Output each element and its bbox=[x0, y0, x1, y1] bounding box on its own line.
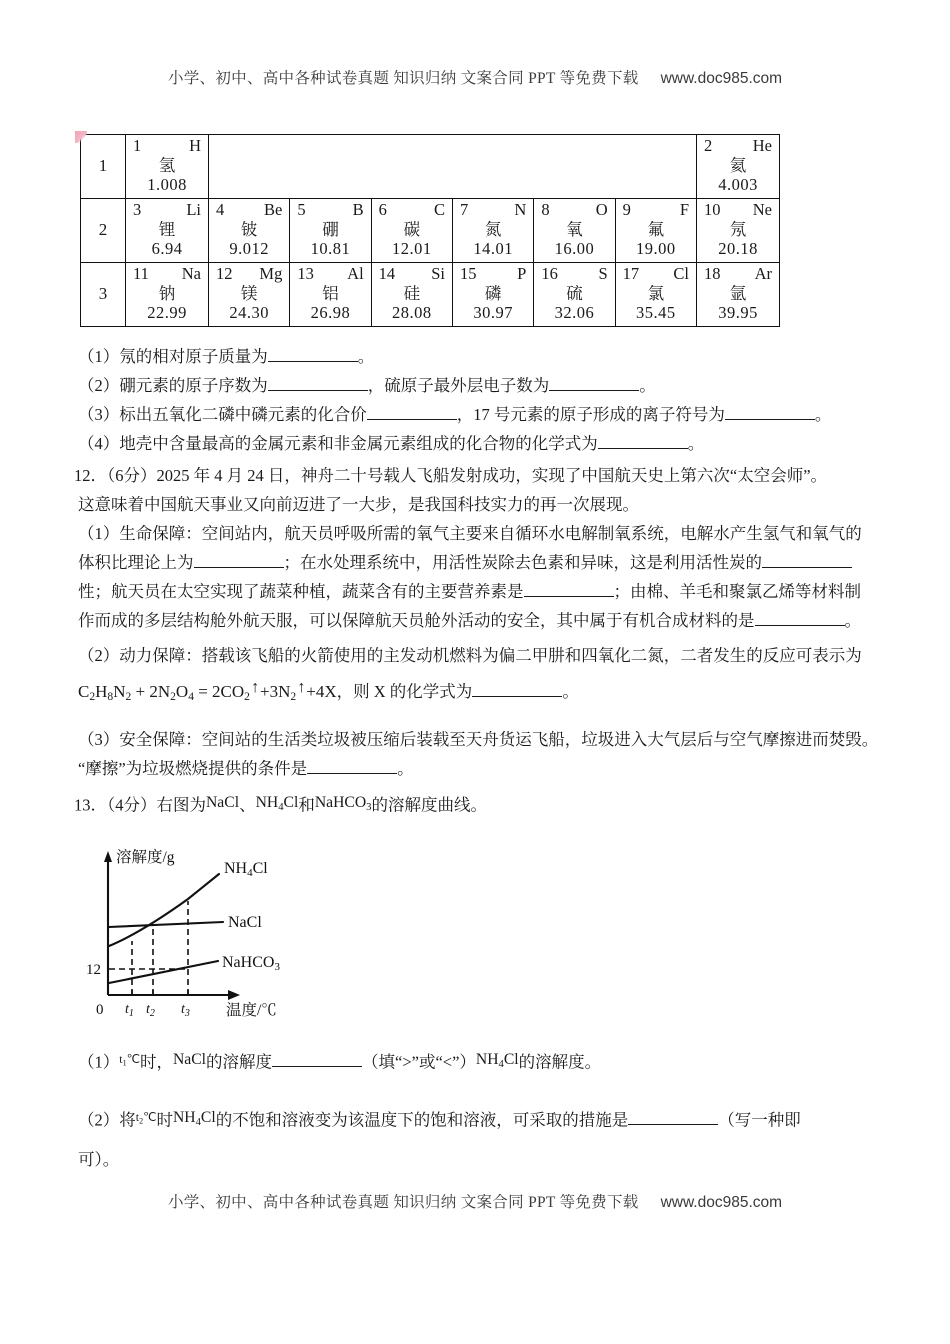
element-symbol: Mg bbox=[259, 264, 283, 284]
element-mass: 16.00 bbox=[554, 239, 595, 259]
element-cell-Al bbox=[290, 263, 371, 327]
element-name-cn: 铍 bbox=[240, 219, 258, 239]
q13-2-text-b: 时 bbox=[156, 1110, 173, 1130]
element-cell-Mg bbox=[209, 263, 290, 327]
element-mass: 24.30 bbox=[229, 303, 269, 323]
q12-p1-text-c: ；在水处理系统中，用活性炭除去色素和异味，这是利用活性炭的 bbox=[283, 553, 762, 572]
curve-label-nacl: NaCl bbox=[228, 914, 262, 931]
header-watermark bbox=[0, 66, 950, 88]
period-number: 1 bbox=[81, 135, 126, 199]
x-tick-label-t3: $t_3$ bbox=[181, 1002, 190, 1019]
q11-2-text-b: ，硫原子最外层电子数为 bbox=[367, 376, 550, 395]
watermark-url: www.doc985.com bbox=[660, 70, 783, 87]
element-symbol: Si bbox=[431, 264, 445, 284]
q13-item-1 bbox=[78, 1052, 601, 1071]
q13-stem bbox=[74, 795, 487, 814]
q13-1-text-c: 的溶解度 bbox=[206, 1052, 272, 1072]
q12-p1-text-f: 作而成的多层结构舱外航天服，可以保障航天员舱外活动的安全，其中属于有机合成材料的是 bbox=[78, 611, 755, 630]
element-symbol: P bbox=[517, 264, 527, 284]
q12-part3-line2 bbox=[78, 761, 414, 778]
curve-nh4cl bbox=[109, 874, 219, 946]
element-cell-N bbox=[452, 199, 533, 263]
q12-p2-text-c: 。 bbox=[562, 682, 579, 701]
element-cell-Be bbox=[209, 199, 290, 263]
q13-item-2-cont: 可）。 bbox=[78, 1150, 120, 1169]
element-number: 14 bbox=[378, 264, 396, 284]
q13-1-text-b: 时， bbox=[139, 1052, 173, 1072]
x-tick-label-t1: $t_1$ bbox=[125, 1002, 134, 1019]
element-mass: 20.18 bbox=[718, 239, 758, 259]
temperature-t1: t1℃ bbox=[119, 1051, 140, 1067]
element-number: 13 bbox=[297, 264, 314, 284]
element-symbol: S bbox=[598, 264, 608, 284]
x-axis-label: 温度/℃ bbox=[226, 1002, 277, 1019]
element-symbol: F bbox=[679, 200, 689, 220]
answer-blank[interactable] bbox=[549, 390, 639, 391]
q12-stem-line1: 12．（6分）2025 年 4 月 24 日，神舟二十号载人飞船发射成功，实现了中国航天史上第六次“太空会师”。 bbox=[74, 466, 828, 485]
periodic-table-body bbox=[81, 135, 780, 327]
q12-part2-line1: （2）动力保障：搭载该飞船的火箭使用的主发动机燃料为偏二甲肼和四氧化二氮，二者发生的反应可表示为 bbox=[78, 646, 862, 665]
period-number: 3 bbox=[81, 263, 126, 327]
element-symbol: He bbox=[752, 136, 772, 156]
q11-4-text-a: （4）地壳中含量最高的金属元素和非金属元素组成的化合物的化学式为 bbox=[78, 434, 598, 453]
q11-3-text-b: ，17 号元素的原子形成的离子符号为 bbox=[456, 405, 725, 424]
element-mass: 39.95 bbox=[718, 303, 758, 323]
formula-nh4cl: $NH_4Cl$ bbox=[255, 794, 299, 813]
element-symbol: B bbox=[352, 200, 364, 220]
element-cell-B bbox=[290, 199, 371, 263]
answer-blank[interactable] bbox=[725, 419, 815, 420]
answer-blank[interactable] bbox=[472, 696, 562, 697]
element-number: 15 bbox=[459, 264, 477, 284]
element-name-cn: 氢 bbox=[158, 155, 176, 175]
q13-stem-text-a: 13．（4分）右图为 bbox=[74, 795, 206, 815]
element-mass: 6.94 bbox=[151, 239, 183, 259]
element-name-cn: 氦 bbox=[729, 155, 747, 175]
element-number: 9 bbox=[622, 200, 631, 220]
formula-nacl: NaCl bbox=[172, 1051, 206, 1068]
element-name-cn: 氩 bbox=[729, 283, 747, 303]
q13-1-text-a: （1） bbox=[78, 1052, 120, 1072]
chart-svg bbox=[78, 843, 408, 1023]
watermark-text: 小学、初中、高中各种试卷真题 知识归纳 文案合同 PPT 等免费下载 bbox=[167, 1194, 639, 1211]
element-cell-S bbox=[534, 263, 615, 327]
element-name-cn: 硫 bbox=[566, 283, 583, 303]
y-axis-arrow bbox=[104, 851, 112, 862]
element-mass: 10.81 bbox=[310, 239, 351, 259]
element-symbol: H bbox=[189, 136, 201, 156]
empty-cell bbox=[209, 135, 697, 199]
q11-item-1 bbox=[78, 349, 374, 366]
element-number: 3 bbox=[133, 200, 142, 220]
y-value-label-12: 12 bbox=[86, 962, 101, 978]
periodic-table-container bbox=[80, 134, 780, 327]
q11-item-4 bbox=[78, 436, 704, 453]
origin-label: 0 bbox=[96, 1002, 104, 1018]
table-row bbox=[81, 263, 780, 327]
element-mass: 4.003 bbox=[718, 175, 758, 195]
element-cell-Li bbox=[126, 199, 209, 263]
element-mass: 9.012 bbox=[229, 239, 269, 259]
element-mass: 1.008 bbox=[147, 175, 187, 195]
q12-p1-text-g: 。 bbox=[844, 611, 861, 630]
answer-blank[interactable] bbox=[272, 1066, 362, 1067]
answer-blank[interactable] bbox=[762, 567, 852, 568]
q11-1-text-b: 。 bbox=[357, 347, 375, 366]
q11-3-text-c: 。 bbox=[814, 405, 832, 424]
q12-part1-line1: （1）生命保障：空间站内，航天员呼吸所需的氧气主要来自循环水电解制氧系统，电解水产生氢气和氧气的 bbox=[78, 524, 862, 543]
q13-item-2 bbox=[78, 1110, 801, 1129]
element-symbol: Li bbox=[186, 200, 201, 220]
element-mass: 26.98 bbox=[310, 303, 351, 323]
answer-blank[interactable] bbox=[268, 361, 358, 362]
x-axis-arrow bbox=[228, 990, 240, 1000]
q12-p1-text-b: 体积比理论上为 bbox=[78, 553, 194, 572]
element-mass: 32.06 bbox=[554, 303, 595, 323]
element-name-cn: 硅 bbox=[403, 283, 421, 303]
q13-1-text-d: （填“>”或“<”） bbox=[362, 1052, 476, 1072]
element-name-cn: 氟 bbox=[647, 219, 665, 239]
answer-blank[interactable] bbox=[628, 1124, 718, 1125]
element-cell-Si bbox=[371, 263, 452, 327]
watermark-url: www.doc985.com bbox=[660, 1194, 783, 1211]
element-symbol: O bbox=[595, 200, 608, 220]
temperature-t2: t2℃ bbox=[135, 1109, 157, 1125]
q11-4-text-b: 。 bbox=[687, 434, 705, 453]
formula-nacl: NaCl bbox=[206, 794, 240, 811]
q12-stem-line2: 这意味着中国航天事业又向前迈进了一大步，是我国科技实力的再一次展现。 bbox=[78, 495, 639, 514]
q12-part1-line2 bbox=[78, 555, 852, 572]
answer-blank[interactable] bbox=[598, 448, 688, 449]
element-number: 1 bbox=[133, 136, 142, 156]
element-mass: 22.99 bbox=[147, 303, 187, 323]
element-number: 4 bbox=[216, 200, 225, 220]
formula-nh4cl: $NH_4Cl$ bbox=[172, 1109, 216, 1128]
element-number: 7 bbox=[459, 200, 469, 220]
element-cell-P bbox=[452, 263, 533, 327]
q13-mid: 和 bbox=[298, 795, 315, 815]
element-name-cn: 铝 bbox=[322, 283, 339, 303]
q12-part3-line1: （3）安全保障：空间站的生活类垃圾被压缩后装载至天舟货运飞船，垃圾进入大气层后与空气摩擦进而焚毁。 bbox=[78, 730, 879, 749]
element-name-cn: 氧 bbox=[566, 219, 583, 239]
y-axis-label: 溶解度/g bbox=[116, 849, 175, 866]
q12-part1-line4 bbox=[78, 613, 861, 630]
q13-stem-text-b: 的溶解度曲线。 bbox=[371, 795, 487, 815]
element-cell-Ne bbox=[697, 199, 780, 263]
element-number: 17 bbox=[622, 264, 640, 284]
q11-1-text-a: （1）氖的相对原子质量为 bbox=[78, 347, 268, 366]
curve-label-nahco3: NaHCO3 bbox=[222, 954, 280, 973]
element-number: 6 bbox=[378, 200, 387, 220]
element-number: 11 bbox=[133, 264, 149, 284]
element-mass: 35.45 bbox=[636, 303, 676, 323]
q12-p1-text-d: 性；航天员在太空实现了蔬菜种植，蔬菜含有的主要营养素是 bbox=[78, 582, 524, 601]
element-symbol: Be bbox=[263, 200, 283, 220]
element-number: 2 bbox=[704, 136, 713, 156]
q13-1-text-e: 的溶解度。 bbox=[518, 1052, 602, 1072]
element-number: 5 bbox=[297, 200, 306, 220]
element-symbol: Ar bbox=[754, 264, 772, 284]
q11-2-text-c: 。 bbox=[639, 376, 656, 395]
formula-nh4cl: $NH_4Cl$ bbox=[475, 1051, 519, 1070]
x-tick-label-t2: $t_2$ bbox=[146, 1002, 155, 1019]
answer-blank[interactable] bbox=[755, 625, 845, 626]
periodic-table bbox=[80, 134, 780, 327]
element-number: 16 bbox=[541, 264, 558, 284]
curve-nacl bbox=[109, 922, 223, 927]
q13-2-text-a: （2）将 bbox=[78, 1110, 136, 1130]
element-symbol: N bbox=[514, 200, 527, 220]
element-symbol: Ne bbox=[752, 200, 772, 220]
q12-p3-text-c: 。 bbox=[397, 759, 414, 778]
period-number: 2 bbox=[81, 199, 126, 263]
element-number: 18 bbox=[704, 264, 721, 284]
element-cell-Cl bbox=[615, 263, 696, 327]
curve-nahco3 bbox=[109, 961, 218, 983]
element-symbol: C bbox=[433, 200, 445, 220]
element-name-cn: 氖 bbox=[729, 219, 747, 239]
element-name-cn: 硼 bbox=[322, 219, 339, 239]
element-symbol: Na bbox=[181, 264, 201, 284]
q13-sep: 、 bbox=[239, 795, 256, 815]
element-mass: 19.00 bbox=[636, 239, 676, 259]
formula-nahco3: NaHCO$_3$ bbox=[314, 794, 372, 813]
element-mass: 28.08 bbox=[392, 303, 432, 323]
element-cell-C bbox=[371, 199, 452, 263]
chemical-equation: $C_2H_8N_2 + 2N_2O_4$ = $2CO_2↑+3N_2↑+4X$ bbox=[78, 679, 337, 704]
answer-blank[interactable] bbox=[194, 567, 284, 568]
element-mass: 14.01 bbox=[473, 239, 513, 259]
element-mass: 30.97 bbox=[473, 303, 513, 323]
q13-2-text-d: （写一种即 bbox=[718, 1110, 801, 1130]
element-name-cn: 氮 bbox=[484, 219, 502, 239]
solubility-curve-chart bbox=[78, 843, 408, 1023]
element-name-cn: 镁 bbox=[240, 283, 258, 303]
table-row bbox=[81, 199, 780, 263]
element-cell-Ar bbox=[697, 263, 780, 327]
footer-watermark bbox=[0, 1190, 950, 1212]
element-symbol: Cl bbox=[673, 264, 689, 284]
element-name-cn: 碳 bbox=[403, 219, 421, 239]
q11-2-text-a: （2）硼元素的原子序数为 bbox=[78, 376, 268, 395]
q12-chemical-equation-line bbox=[78, 678, 579, 703]
element-mass: 12.01 bbox=[392, 239, 432, 259]
element-cell-O bbox=[534, 199, 615, 263]
answer-blank[interactable] bbox=[307, 773, 397, 774]
element-name-cn: 磷 bbox=[484, 283, 502, 303]
answer-blank[interactable] bbox=[367, 419, 457, 420]
element-number: 10 bbox=[704, 200, 721, 220]
table-row bbox=[81, 135, 780, 199]
q12-part1-line3 bbox=[78, 584, 861, 601]
q11-3-text-a: （3）标出五氧化二磷中磷元素的化合价 bbox=[78, 405, 367, 424]
curve-label-nh4cl: NH4Cl bbox=[224, 860, 268, 879]
q13-2-text-c: 的不饱和溶液变为该温度下的饱和溶液，可采取的措施是 bbox=[215, 1110, 629, 1130]
element-name-cn: 氯 bbox=[647, 283, 665, 303]
element-cell-H bbox=[126, 135, 209, 199]
element-cell-He bbox=[697, 135, 780, 199]
q12-p1-text-e: ；由棉、羊毛和聚氯乙烯等材料制 bbox=[613, 582, 861, 601]
q11-item-3 bbox=[78, 407, 831, 424]
element-cell-F bbox=[615, 199, 696, 263]
element-number: 12 bbox=[216, 264, 233, 284]
q12-p2-text-b: ，则 X 的化学式为 bbox=[336, 682, 473, 701]
answer-blank[interactable] bbox=[268, 390, 368, 391]
q11-item-2 bbox=[78, 378, 656, 395]
element-name-cn: 钠 bbox=[158, 283, 176, 303]
watermark-text: 小学、初中、高中各种试卷真题 知识归纳 文案合同 PPT 等免费下载 bbox=[167, 70, 639, 87]
element-number: 8 bbox=[541, 200, 550, 220]
element-symbol: Al bbox=[347, 264, 364, 284]
element-cell-Na bbox=[126, 263, 209, 327]
answer-blank[interactable] bbox=[524, 596, 614, 597]
q12-p3-text-b: “摩擦”为垃圾燃烧提供的条件是 bbox=[78, 759, 308, 778]
element-name-cn: 锂 bbox=[158, 219, 176, 239]
